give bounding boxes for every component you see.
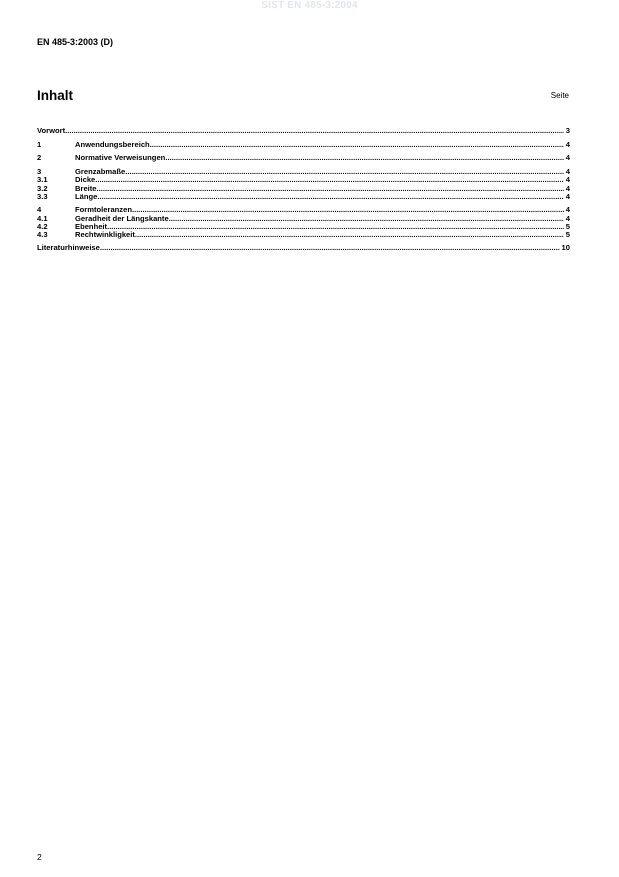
toc-entry-page: 4: [565, 183, 570, 193]
toc-entry-number: 4: [37, 204, 42, 214]
toc-entry-number: 4.3: [37, 229, 48, 239]
toc-leader: [100, 243, 560, 253]
toc-entry-page: 10: [561, 242, 570, 252]
toc-entry-number: 1: [37, 139, 42, 149]
toc-leader: [107, 223, 564, 231]
toc-leader: [125, 167, 564, 177]
watermark: SIST EN 485-3:2004: [261, 0, 358, 11]
toc-leader: [132, 205, 564, 215]
toc-entry-4-3[interactable]: [37, 231, 570, 239]
toc-leader: [150, 140, 564, 150]
toc-entry-page: 4: [565, 153, 570, 162]
toc-entry-number: 4.2: [37, 221, 48, 231]
toc-entry-title: Normative Verweisungen: [75, 153, 166, 162]
toc-entry-title: Länge: [75, 191, 98, 201]
toc-entry-page: 4: [565, 175, 570, 185]
toc-entry-page: 4: [565, 139, 570, 149]
toc-entry-number: 4.1: [37, 213, 48, 223]
toc-entry-title: Grenzabmaße: [75, 166, 126, 176]
page-number: 2: [37, 852, 42, 862]
toc-entry-title: Anwendungsbereich: [75, 139, 150, 149]
document-id: EN 485-3:2003 (D): [37, 37, 114, 47]
toc-entry-title: Breite: [75, 183, 97, 193]
toc-entry-page: 3: [565, 126, 570, 135]
toc-entry-page: 4: [565, 166, 570, 176]
toc-entry-page: 4: [565, 191, 570, 201]
toc-entry-title: Formtoleranzen: [75, 204, 132, 214]
table-of-contents: [37, 126, 570, 253]
toc-entry-title: Geradheit der Längskante: [75, 213, 169, 223]
toc-entry-title: Dicke: [75, 175, 96, 185]
toc-leader: [97, 185, 564, 193]
toc-entry-page: 4: [565, 204, 570, 214]
toc-entry-3[interactable]: [37, 167, 570, 177]
toc-entry-number: 3.3: [37, 191, 48, 201]
toc-entry-3-1[interactable]: [37, 177, 570, 185]
toc-entry-2[interactable]: [37, 153, 570, 163]
toc-entry-page: 4: [565, 213, 570, 223]
toc-leader: [97, 193, 563, 201]
toc-entry-4-1[interactable]: [37, 215, 570, 223]
toc-entry-number: 3.1: [37, 175, 48, 185]
toc-entry-number: 3.2: [37, 183, 48, 193]
toc-entry-vorwort[interactable]: [37, 126, 570, 136]
toc-entry-title: Ebenheit: [75, 221, 108, 231]
toc-entry-title: Rechtwinkligkeit: [75, 229, 135, 239]
toc-leader: [169, 215, 564, 223]
toc-leader: [135, 231, 564, 239]
toc-page-label: Seite: [550, 91, 569, 100]
toc-leader: [95, 176, 564, 184]
toc-leader: [65, 126, 564, 136]
toc-entry-number: 3: [37, 166, 42, 176]
toc-entry-literaturhinweise[interactable]: [37, 243, 570, 253]
toc-entry-3-2[interactable]: [37, 185, 570, 193]
toc-leader: [165, 153, 563, 163]
toc-entry-1[interactable]: [37, 140, 570, 150]
toc-entry-page: 5: [565, 221, 570, 231]
toc-entry-title: Vorwort: [37, 126, 66, 135]
toc-entry-title: Literaturhinweise: [37, 242, 100, 252]
toc-entry-page: 5: [565, 229, 570, 239]
toc-entry-3-3[interactable]: [37, 193, 570, 201]
toc-heading: Inhalt: [37, 88, 73, 103]
toc-entry-number: 2: [37, 153, 42, 162]
